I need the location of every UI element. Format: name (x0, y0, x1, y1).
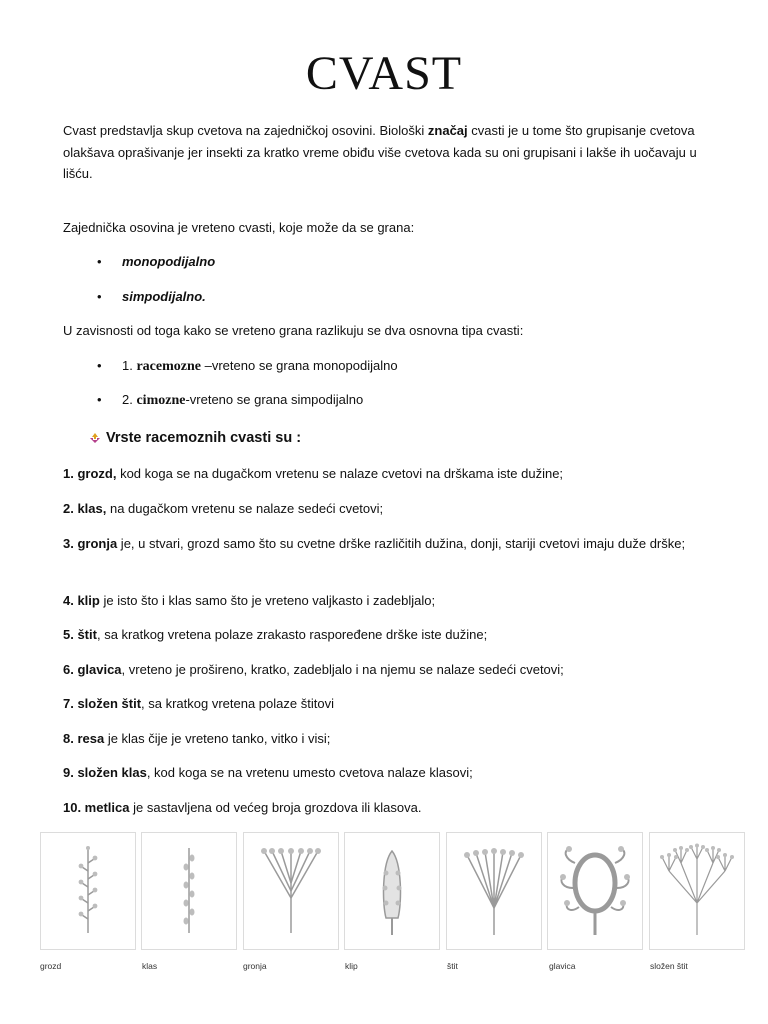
compound-umbel-drawing (657, 843, 737, 938)
kind-text: , sa kratkog vretena polaze štitovi (141, 696, 334, 711)
list-item (63, 762, 703, 784)
kind-label: 2. klas, (63, 501, 107, 516)
axis-sentence: Zajednička osovina je vreteno cvasti, koje može da se grana: (63, 220, 415, 235)
kind-label: 4. klip (63, 593, 100, 608)
raceme-drawing (58, 843, 118, 938)
list-item (63, 533, 703, 555)
kind-label: 8. resa (63, 731, 105, 746)
kind-text: , sa kratkog vretena polaze zrakasto raspoređene drške iste dužine; (96, 627, 488, 642)
spike-drawing (159, 843, 219, 938)
type-name: cimozne (136, 393, 186, 408)
branching-item-2 (97, 287, 206, 307)
type-name: racemozne (136, 359, 201, 374)
kind-label: 6. glavica (63, 662, 122, 677)
umbel-drawing (459, 843, 529, 938)
kind-label: 5. štit (63, 627, 97, 642)
branching-label: monopodijalno (122, 254, 216, 269)
caption-klip: klip (345, 961, 358, 971)
section-heading (90, 428, 301, 448)
grozd-illustration (40, 832, 136, 950)
list-item (63, 797, 703, 819)
kind-text: je isto što i klas samo što je vreteno valjkasto i zadebljalo; (99, 593, 436, 608)
intro-text-start: Cvast predstavlja skup cvetova na zajedničkoj osovini. Biološki (63, 123, 428, 138)
slozen-stit-illustration (649, 832, 745, 950)
list-item (63, 624, 703, 646)
kind-label: 3. gronja (63, 536, 118, 551)
corymb-drawing (256, 843, 326, 938)
glavica-illustration (547, 832, 643, 950)
kind-label: 9. složen klas (63, 765, 147, 780)
caption-glavica: glavica (549, 961, 576, 971)
type-item-2 (97, 390, 363, 411)
intro-text-end: cvasti je u tome što grupisanje cvetova olakšava oprašivanje jer insekti za kratko vreme obiđu više cvetova kada su oni grupisani i lakše ih uočavaju u lišću. (63, 123, 697, 181)
klas-illustration (141, 832, 237, 950)
type-description: -vreteno se grana simpodijalno (185, 392, 364, 407)
list-item (63, 659, 703, 681)
type-number: 1. (122, 358, 137, 373)
list-item (63, 693, 703, 715)
caption-slozen-stit: složen štit (650, 961, 688, 971)
kind-text: kod koga se na dugačkom vretenu se nalaze cvetovi na drškama iste dužine; (116, 466, 564, 481)
kind-label: 1. grozd, (63, 466, 117, 481)
section-heading-text: Vrste racemoznih cvasti su : (106, 430, 302, 446)
branching-label: simpodijalno. (122, 289, 206, 304)
gronja-illustration (243, 832, 339, 950)
kind-label: 7. složen štit (63, 696, 142, 711)
klip-illustration (344, 832, 440, 950)
capitulum-drawing (555, 843, 635, 938)
kind-label: 10. metlica (63, 800, 130, 815)
kind-text: , kod koga se na vretenu umesto cvetova nalaze klasovi; (146, 765, 473, 780)
caption-stit: štit (447, 961, 458, 971)
branching-item-1 (97, 252, 215, 272)
caption-klas: klas (142, 961, 158, 971)
arrow-bullet-icon (90, 433, 100, 443)
inflorescence-illustration-strip (40, 832, 748, 950)
list-item (63, 463, 703, 485)
list-item (63, 728, 703, 750)
kind-text: , vreteno je prošireno, kratko, zadebljalo i na njemu se nalaze sedeći cvetovi; (121, 662, 564, 677)
list-item (63, 498, 703, 520)
type-description: –vreteno se grana monopodijalno (201, 358, 398, 373)
stit-illustration (446, 832, 542, 950)
type-item-1 (97, 356, 398, 377)
page-title: CVAST (305, 47, 463, 100)
bullet-dot: • (97, 254, 102, 269)
kind-text: je klas čije je vreteno tanko, vitko i visi; (104, 731, 331, 746)
caption-gronja: gronja (243, 961, 267, 971)
list-item (63, 590, 703, 612)
types-sentence: U zavisnosti od toga kako se vreteno grana razlikuju se dva osnovna tipa cvasti: (63, 323, 524, 338)
intro-bold-word: značaj (427, 123, 468, 138)
bullet-dot: • (97, 392, 102, 407)
bullet-dot: • (97, 358, 102, 373)
bullet-dot: • (97, 289, 102, 304)
type-number: 2. (122, 392, 137, 407)
spadix-drawing (362, 843, 422, 938)
caption-grozd: grozd (40, 961, 62, 971)
kind-text: je sastavljena od većeg broja grozdova ili klasova. (129, 800, 422, 815)
kind-text: je, u stvari, grozd samo što su cvetne drške različitih dužina, donji, stariji cvetovi imaju duže drške; (117, 536, 686, 551)
intro-paragraph (63, 120, 703, 185)
kind-text: na dugačkom vretenu se nalaze sedeći cvetovi; (106, 501, 384, 516)
